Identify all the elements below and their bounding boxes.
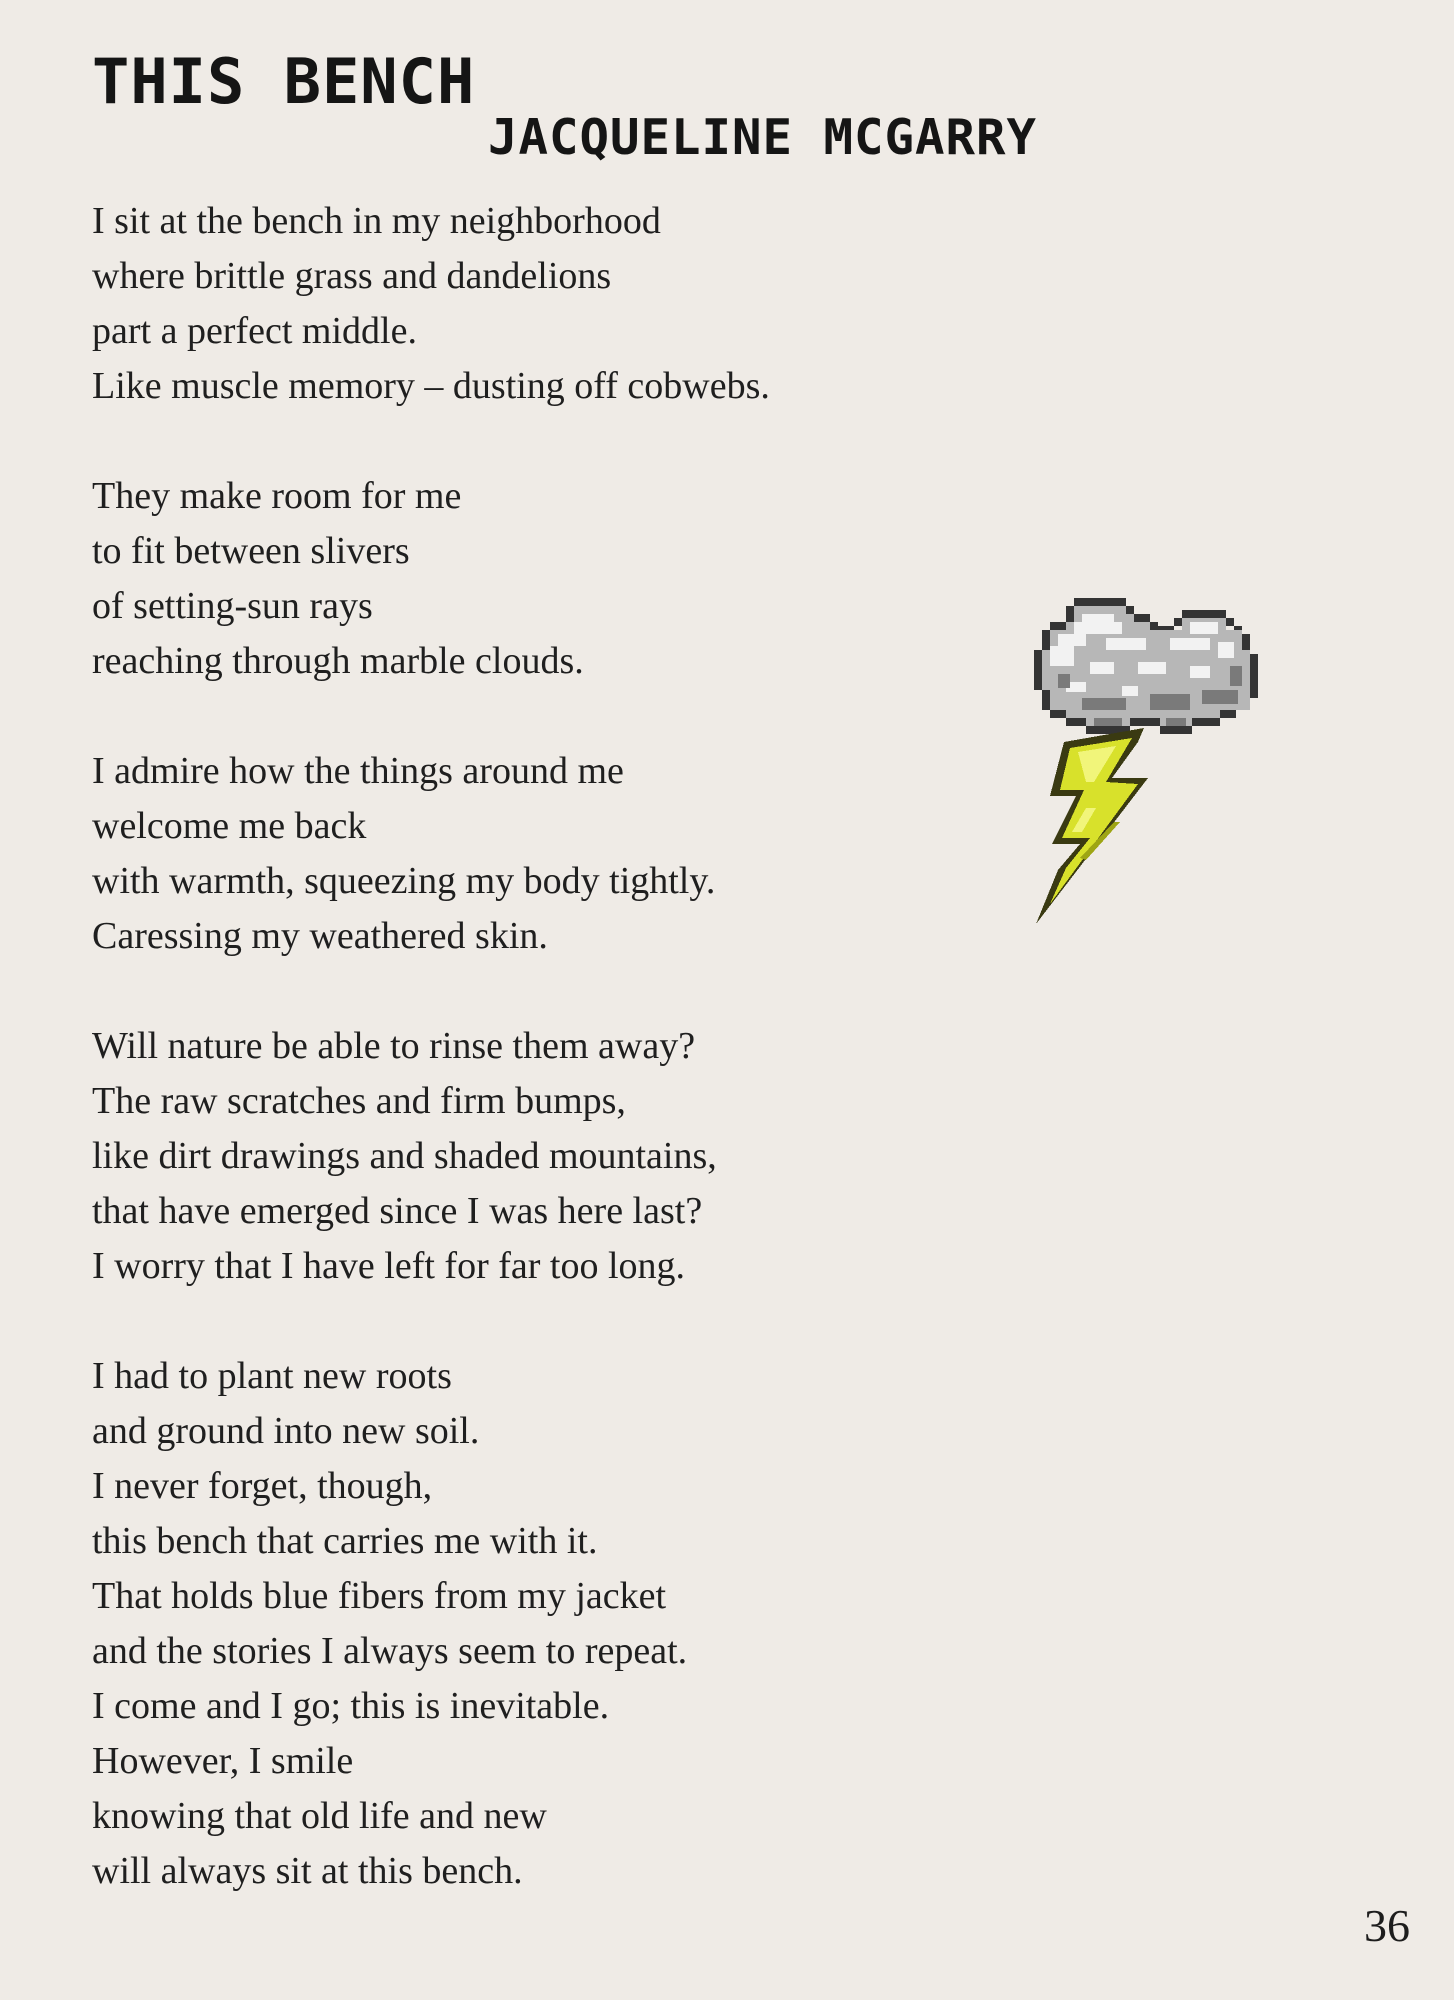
poem-line: and ground into new soil. [92, 1410, 480, 1452]
poem-line: I had to plant new roots [92, 1355, 452, 1397]
poem-title: THIS BENCH [92, 45, 476, 118]
author-name: JACQUELINE MCGARRY [488, 109, 1038, 166]
poem-line: The raw scratches and firm bumps, [92, 1080, 626, 1122]
poem-body [92, 194, 952, 1954]
poem-line: I never forget, though, [92, 1465, 433, 1507]
poem-line: They make room for me [92, 475, 462, 517]
poem-line: this bench that carries me with it. [92, 1520, 598, 1562]
poem-line: welcome me back [92, 805, 367, 847]
poem-line: I come and I go; this is inevitable. [92, 1685, 610, 1727]
storm-cloud-lightning-icon [1020, 582, 1340, 932]
poem-line: I worry that I have left for far too long. [92, 1245, 686, 1287]
poem-line: will always sit at this bench. [92, 1850, 523, 1892]
poem-line: with warmth, squeezing my body tightly. [92, 860, 716, 902]
page-number: 36 [1364, 1900, 1410, 1951]
poem-line: However, I smile [92, 1740, 354, 1782]
poem-line: knowing that old life and new [92, 1795, 547, 1837]
poem-line: part a perfect middle. [92, 310, 417, 352]
poem-line: of setting-sun rays [92, 585, 373, 627]
stanza [92, 744, 952, 964]
poem-line: where brittle grass and dandelions [92, 255, 612, 297]
stanza [92, 194, 952, 414]
poem-line: reaching through marble clouds. [92, 640, 584, 682]
stanza [92, 1349, 952, 1899]
stanza [92, 469, 952, 689]
poem-line: I sit at the bench in my neighborhood [92, 200, 661, 242]
poem-line: Will nature be able to rinse them away? [92, 1025, 696, 1067]
poem-line: I admire how the things around me [92, 750, 624, 792]
poem-line: Like muscle memory – dusting off cobwebs. [92, 365, 770, 407]
poem-line: to fit between slivers [92, 530, 410, 572]
poem-line: and the stories I always seem to repeat. [92, 1630, 688, 1672]
stanza [92, 1019, 952, 1294]
poem-line: that have emerged since I was here last? [92, 1190, 703, 1232]
poem-line: Caressing my weathered skin. [92, 915, 548, 957]
poem-line: like dirt drawings and shaded mountains, [92, 1135, 717, 1177]
poem-line: That holds blue fibers from my jacket [92, 1575, 667, 1617]
